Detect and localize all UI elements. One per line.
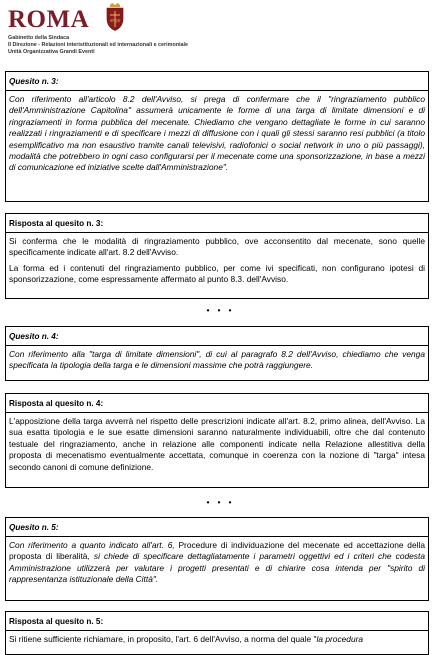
answer-text-4: L'apposizione della targa avverrà nel rispetto delle prescrizioni indicate all'art. 8.2, primo alinea, dell'Avviso. La sua esatta tipologia e le sue esatte dimensioni saranno naturalmente individuabili, oltre che dal contenuto testuale del ringraziamento, anche in relazione alle componenti indicate nella Relazione allestitiva della proposta di mecenatismo eventualmente accettata, comunque in coerenza con la nozione di "targa" intesa secondo canoni di comune definizione. xyxy=(9,416,425,472)
answer-paragraph-3b: La forma ed i contenuti del ringraziamento pubblico, per come ivi specificati, non configurano ipotesi di sponsorizzazione, come espressamente affermato al punto 8.3. dell'Avviso. xyxy=(9,262,425,285)
section-separator: • • • xyxy=(206,498,235,507)
answer-text-5b: la procedura xyxy=(316,634,364,644)
question-title-5: Quesito n. 5: xyxy=(6,518,428,537)
roma-logo-text: ROMA xyxy=(8,6,90,33)
question-box-3 xyxy=(5,71,429,202)
question-title-3: Quesito n. 3: xyxy=(6,72,428,91)
letterhead xyxy=(5,3,435,65)
section-separator: • • • xyxy=(206,306,235,315)
rome-coat-of-arms-icon xyxy=(104,3,126,31)
question-title-4: Quesito n. 4: xyxy=(6,327,428,346)
answer-title-4: Risposta al quesito n. 4: xyxy=(6,394,428,413)
answer-text-5a: Si ritiene sufficiente richiamare, in proposito, l'art. 6 dell'Avviso, a norma del quale " xyxy=(9,634,317,644)
question-text-5 xyxy=(9,540,425,586)
answer-title-5: Risposta al quesito n. 5: xyxy=(6,612,428,631)
question-box-5 xyxy=(5,517,429,601)
question-text-3: Con riferimento all'articolo 8.2 dell'Avviso, si prega di confermare che il "ringraziamento pubblico dell'Amministrazione Capitolina" assumerà unicamente le forme di una targa di limitate dimensioni e di ringraziamenti in forma pubblica del mecenate. Chiediamo che vengano dettagliate le forme in cui saranno realizzati i ringraziamenti e di specificare i mezzi di diffusione con i quali gli stessi saranno resi pubblici (a titolo esemplificativo ma non esaustivo tramite canali televisivi, radiofonici o social network in uno o più passaggi), modalità che potrebbero in ogni caso configurarsi per il mecenate come una sponsorizzazione, in base a mezzi di comunicazione ed iniziative scelte dall'Amministrazione". xyxy=(9,94,425,173)
answer-box-4 xyxy=(5,393,429,488)
question-text-5a: Con riferimento a quanto indicato all'art. 6, xyxy=(9,540,179,550)
header-direction-line: II Direzione - Relazioni interistituzionali ed internazionali e cerimoniale xyxy=(8,42,189,48)
answer-box-5 xyxy=(5,611,429,655)
question-text-5c: , si chiede di specificare dettagliatamente i parametri oggettivi ed i criteri che codesta Amministrazione utilizzerà per valutare i progetti presentati e di chiarire cosa intenda per "spirito di rappresentanza istituzionale della Città". xyxy=(9,551,425,585)
question-box-4 xyxy=(5,326,429,381)
svg-text:SPQR: SPQR xyxy=(109,18,121,23)
question-text-4: Con riferimento alla "targa di limitate dimensioni", di cui al paragrafo 8.2 dell'Avviso, chiediamo che venga specificata la tipologia della targa e le dimensioni massime che potrà raggiungere. xyxy=(9,349,425,371)
header-unit-line: Unità Organizzativa Grandi Eventi xyxy=(8,49,95,55)
answer-text-5 xyxy=(9,634,425,645)
answer-title-3: Risposta al quesito n. 3: xyxy=(6,214,428,233)
header-office-line: Gabinetto della Sindaca xyxy=(8,35,70,41)
answer-paragraph-3a: Si conferma che le modalità di ringraziamento pubblico, ove acconsentito dal mecenate, sono quelle specificamente indicate all'art. 8.2 dell'Avviso. xyxy=(9,236,425,258)
answer-box-3 xyxy=(5,213,429,299)
question-text-5-procedure-name: Procedure di individuazione del mecenate ed accettazione della proposta di liberalità xyxy=(9,540,425,562)
